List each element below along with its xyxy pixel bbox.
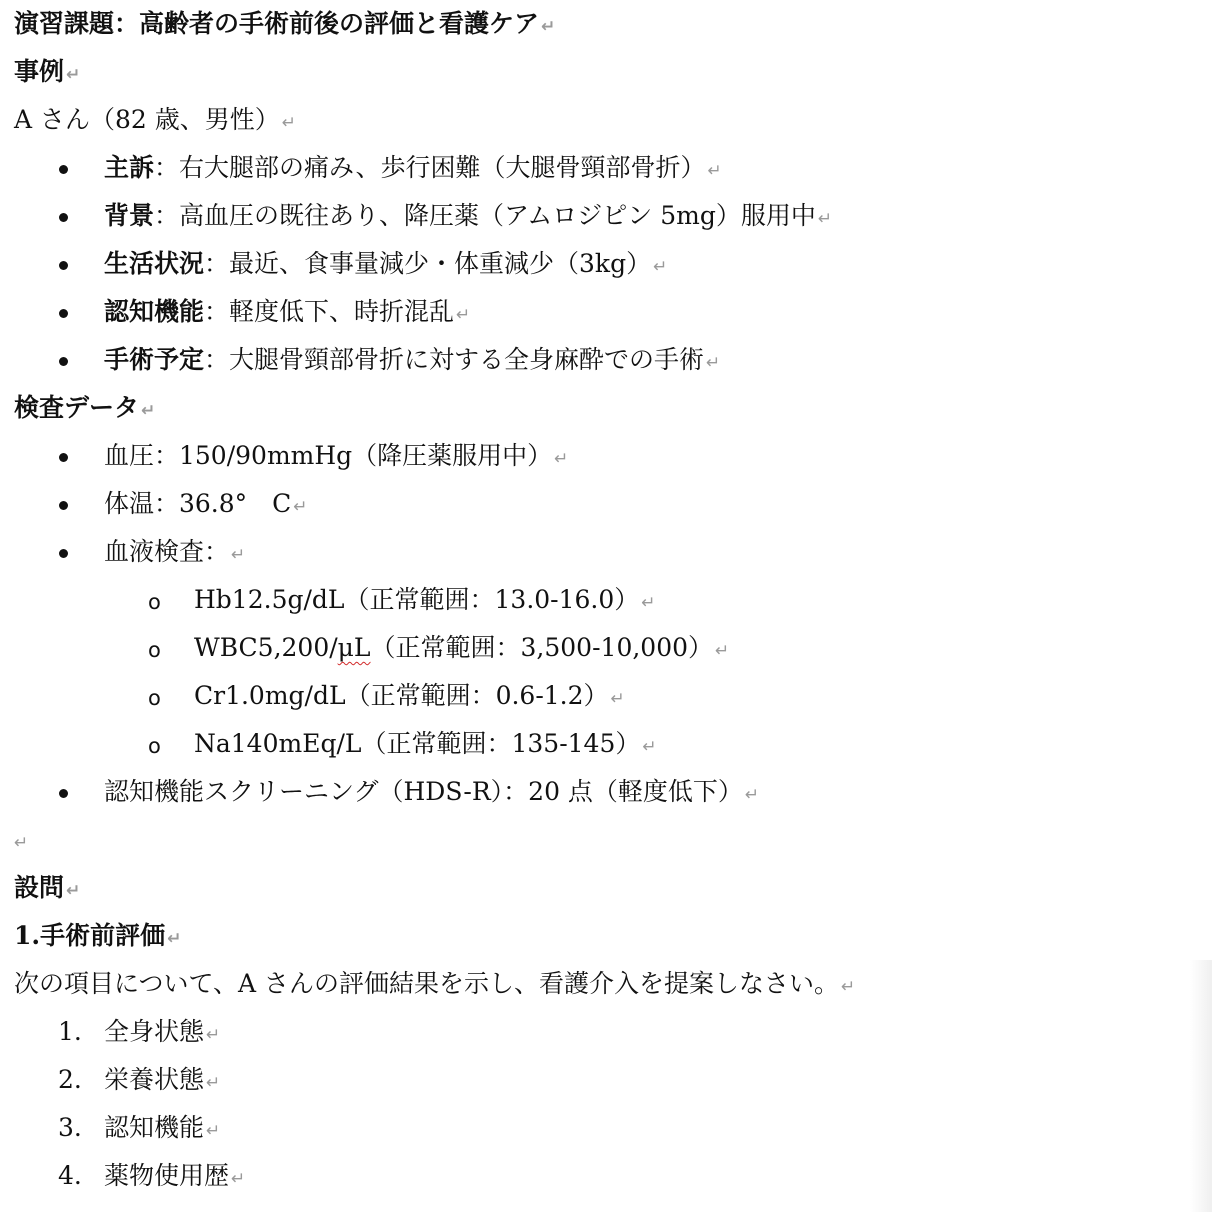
bullet-icon <box>57 336 69 384</box>
bullet-icon <box>57 768 69 816</box>
question-heading: 設問 ↵ <box>14 873 81 902</box>
question1-heading: 1.手術前評価 ↵ <box>14 921 182 950</box>
spellcheck-underline: μL <box>337 633 371 662</box>
bullet-icon <box>57 288 69 336</box>
bullet-icon <box>57 480 69 528</box>
bullet-icon <box>57 528 69 576</box>
hollow-bullet-icon: o <box>148 686 161 710</box>
hollow-bullet-icon: o <box>148 734 161 758</box>
bullet-icon <box>57 192 69 240</box>
lab-heading: 検査データ ↵ <box>14 393 156 422</box>
question1-text: 次の項目について、A さんの評価結果を示し、看護介入を提案しなさい。 ↵ <box>14 969 856 998</box>
page-edge-shadow <box>1190 960 1212 1212</box>
case-heading: 事例 ↵ <box>14 57 81 86</box>
bullet-icon <box>57 240 69 288</box>
hollow-bullet-icon: o <box>148 590 161 614</box>
hollow-bullet-icon: o <box>148 638 161 662</box>
bullet-icon <box>57 432 69 480</box>
document-title: 演習課題：高齢者の手術前後の評価と看護ケア ↵ <box>14 9 556 38</box>
bullet-icon <box>57 144 69 192</box>
patient-info: A さん（82 歳、男性） ↵ <box>14 105 297 134</box>
document-page: 演習課題：高齢者の手術前後の評価と看護ケア ↵ 事例 ↵ A さん（82 歳、男性） ↵ 主訴：右大腿部の痛み、歩行困難（大腿骨頸部骨折） ↵ 背景：高血圧の既往あり、降圧薬（アムロジピン 5mg）服用中 ↵ 生活状況：最近、食事量減少・体重減少（3kg） ↵ 認知機能：軽度低下、時折混乱 ↵ 手術予定：大腿骨頸部骨折に対する全身麻酔での手術 ↵ 検査データ ↵ 血圧：150/90mmHg（降圧薬服用中） ↵ 体温：36.8° C ↵ 血液検査： ↵ o Hb12.5g/dL（正常範囲：13.0-16.0） ↵ o WBC5,200/μL（正常範囲：3,500-10,000） ↵ o Cr1.0mg/dL（正常範囲：0.6-1.2） ↵ o Na140mEq/L（正常範囲：135-145） ↵ 認知機能スクリーニング（HDS-R）：20 点（軽度低下） ↵ ↵ 設問 ↵ 1.手術前評価 ↵ 次の項目について、A さんの評価結果を示し、看護介入を提案しなさい。 ↵ 1. 全身状態 ↵ 2. 栄養状態 ↵ 3. 認知機能 ↵ 4. 薬物使用歴 ↵ <box>0 0 1212 1212</box>
empty-paragraph: ↵ <box>14 833 29 853</box>
